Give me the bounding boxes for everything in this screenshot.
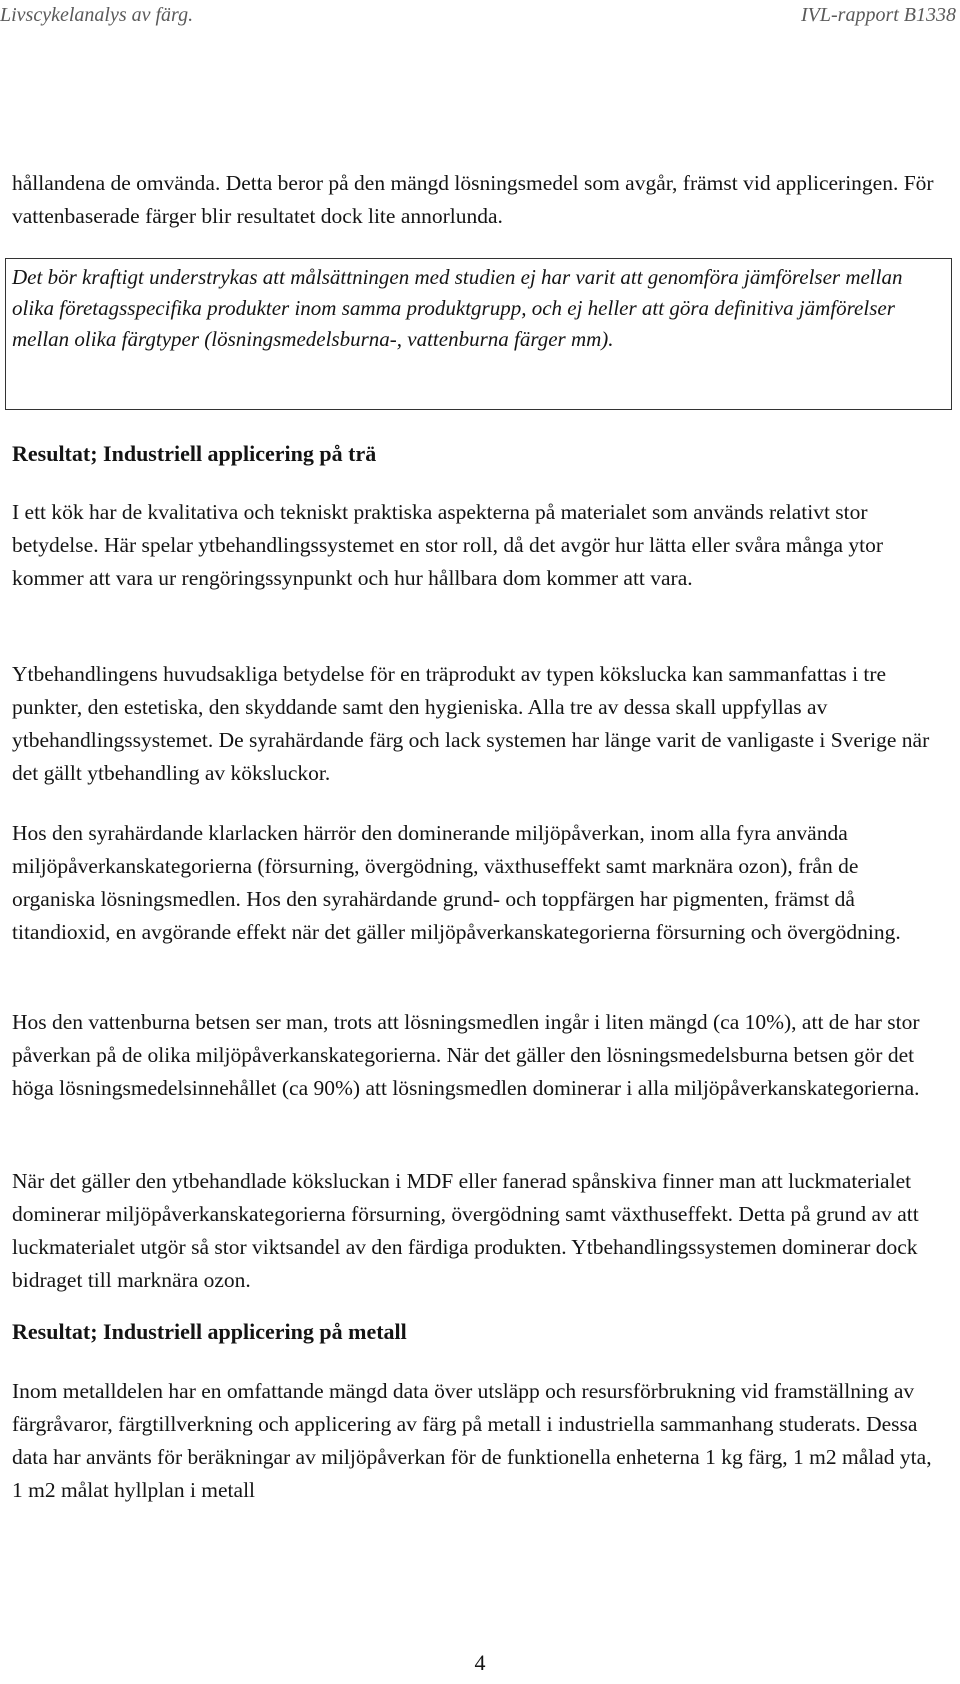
wood-paragraph-4: Hos den vattenburna betsen ser man, trots att lösningsmedlen ingår i liten mängd (ca 10%), att de har stor påverkan på de olika miljöpåverkanskategorierna. När det gäller den lösningsmedelsburna betsen gör det höga lösningsmedelsinnehållet (ca 90%) att lösningsmedlen dominerar i alla miljöpåverkanskategorierna. (12, 1010, 920, 1100)
page-number: 4 (474, 1650, 486, 1675)
wood-paragraph-2: Ytbehandlingens huvudsakliga betydelse för en träprodukt av typen kökslucka kan sammanfattas i tre punkter, den estetiska, den skyddande samt den hygieniska. Alla tre av dessa skall uppfyllas av ytbehandlingssystemet. De syrahärdande färg och lack systemen har länge varit de vanligaste i Sverige när det gällt ytbehandling av köksluckor. (12, 662, 930, 785)
section-heading-metal: Resultat; Industriell applicering på metall (12, 1319, 407, 1344)
section-heading-wood: Resultat; Industriell applicering på trä (12, 441, 377, 466)
intro-paragraph: hållandena de omvända. Detta beror på den mängd lösningsmedel som avgår, främst vid appliceringen. För vattenbaserade färger blir resultatet dock lite annorlunda. (12, 171, 934, 228)
metal-paragraph-1: Inom metalldelen har en omfattande mängd data över utsläpp och resursförbrukning vid framställning av färgråvaror, färgtillverkning och applicering av färg på metall i industriella sammanhang studerats. Dessa data har använts för beräkningar av miljöpåverkan för de funktionella enheterna 1 kg färg, 1 m2 målad yta, 1 m2 målat hyllplan i metall (12, 1379, 932, 1502)
header-report-id: IVL-rapport B1338 (801, 4, 956, 26)
wood-paragraph-3: Hos den syrahärdande klarlacken härrör den dominerande miljöpåverkan, inom alla fyra använda miljöpåverkanskategorierna (försurning, övergödning, växthuseffekt samt marknära ozon), från de organiska lösningsmedlen. Hos den syrahärdande grund- och toppfärgen har pigmenten, främst då titandioxid, en avgörande effekt när det gäller miljöpåverkanskategorierna försurning och övergödning. (12, 821, 901, 944)
page-header (0, 4, 956, 34)
wood-paragraph-1: I ett kök har de kvalitativa och tekniskt praktiska aspekterna på materialet som används relativt stor betydelse. Här spelar ytbehandlingssystemet en stor roll, då det avgör hur lätta eller svåra många ytor kommer att vara ur rengöringssynpunkt och hur hållbara dom kommer att vara. (12, 500, 884, 590)
header-title: Livscykelanalys av färg. (0, 4, 194, 26)
boxed-note: Det bör kraftigt understrykas att målsättningen med studien ej har varit att genomföra jämförelser mellan olika företagsspecifika produkter inom samma produktgrupp, och ej heller att göra definitiva jämförelser mellan olika färgtyper (lösningsmedelsburna-, vattenburna färger mm). (12, 265, 903, 351)
wood-paragraph-5: När det gäller den ytbehandlade köksluckan i MDF eller fanerad spånskiva finner man att luckmaterialet dominerar miljöpåverkanskategorierna försurning, övergödning samt växthuseffekt. Detta på grund av att luckmaterialet utgör så stor viktsandel av den färdiga produkten. Ytbehandlingssystemen dominerar dock bidraget till marknära ozon. (12, 1169, 919, 1292)
